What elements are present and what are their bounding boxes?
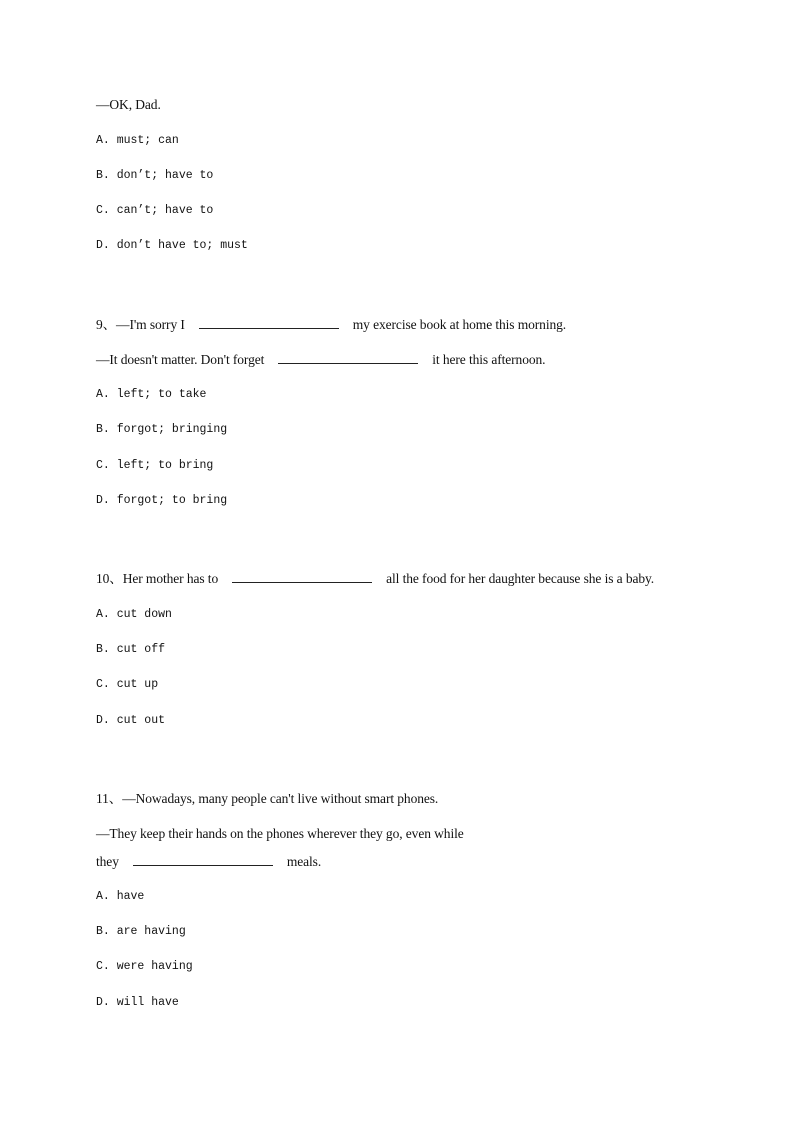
q9-option-d[interactable]: D. forgot; to bring bbox=[96, 494, 228, 507]
q10-line-1 bbox=[96, 570, 654, 588]
q8-option-a[interactable]: A. must; can bbox=[96, 134, 179, 147]
q10-option-b[interactable]: B. cut off bbox=[96, 643, 166, 656]
q10-option-c[interactable]: C. cut up bbox=[96, 678, 159, 691]
q9-blank-2[interactable] bbox=[278, 351, 418, 364]
q8-reply: —OK, Dad. bbox=[96, 97, 161, 112]
q11-option-a[interactable]: A. have bbox=[96, 890, 145, 903]
q11-blank[interactable] bbox=[133, 853, 273, 866]
q9-option-b[interactable]: B. forgot; bringing bbox=[96, 423, 228, 436]
q10-line-1-start: 10、Her mother has to bbox=[96, 571, 219, 586]
q11-line-3 bbox=[96, 853, 321, 871]
q11-line-1: 11、—Nowadays, many people can't live without smart phones. bbox=[96, 791, 439, 806]
q9-blank-1[interactable] bbox=[199, 316, 339, 329]
q9-line-1 bbox=[96, 316, 566, 334]
q9-option-c[interactable]: C. left; to bring bbox=[96, 459, 214, 472]
q10-option-d[interactable]: D. cut out bbox=[96, 714, 166, 727]
q9-line-2-start: —It doesn't matter. Don't forget bbox=[96, 352, 265, 367]
q11-option-b[interactable]: B. are having bbox=[96, 925, 186, 938]
q10-blank[interactable] bbox=[232, 570, 372, 583]
q10-line-1-end: all the food for her daughter because she is a baby. bbox=[386, 571, 655, 586]
q9-line-2-end: it here this afternoon. bbox=[432, 352, 546, 367]
q9-line-1-start: 9、—I'm sorry I bbox=[96, 317, 185, 332]
q8-option-c[interactable]: C. can’t; have to bbox=[96, 204, 214, 217]
q11-line-3-start: they bbox=[96, 854, 119, 869]
q9-option-a[interactable]: A. left; to take bbox=[96, 388, 207, 401]
q8-option-b[interactable]: B. don’t; have to bbox=[96, 169, 214, 182]
q10-option-a[interactable]: A. cut down bbox=[96, 608, 172, 621]
q9-line-1-end: my exercise book at home this morning. bbox=[352, 317, 567, 332]
q11-line-3-end: meals. bbox=[286, 854, 322, 869]
q9-line-2 bbox=[96, 351, 545, 369]
q11-option-c[interactable]: C. were having bbox=[96, 960, 193, 973]
q11-line-2: —They keep their hands on the phones wherever they go, even while bbox=[96, 826, 464, 841]
q11-option-d[interactable]: D. will have bbox=[96, 996, 179, 1009]
q8-option-d[interactable]: D. don’t have to; must bbox=[96, 239, 248, 252]
